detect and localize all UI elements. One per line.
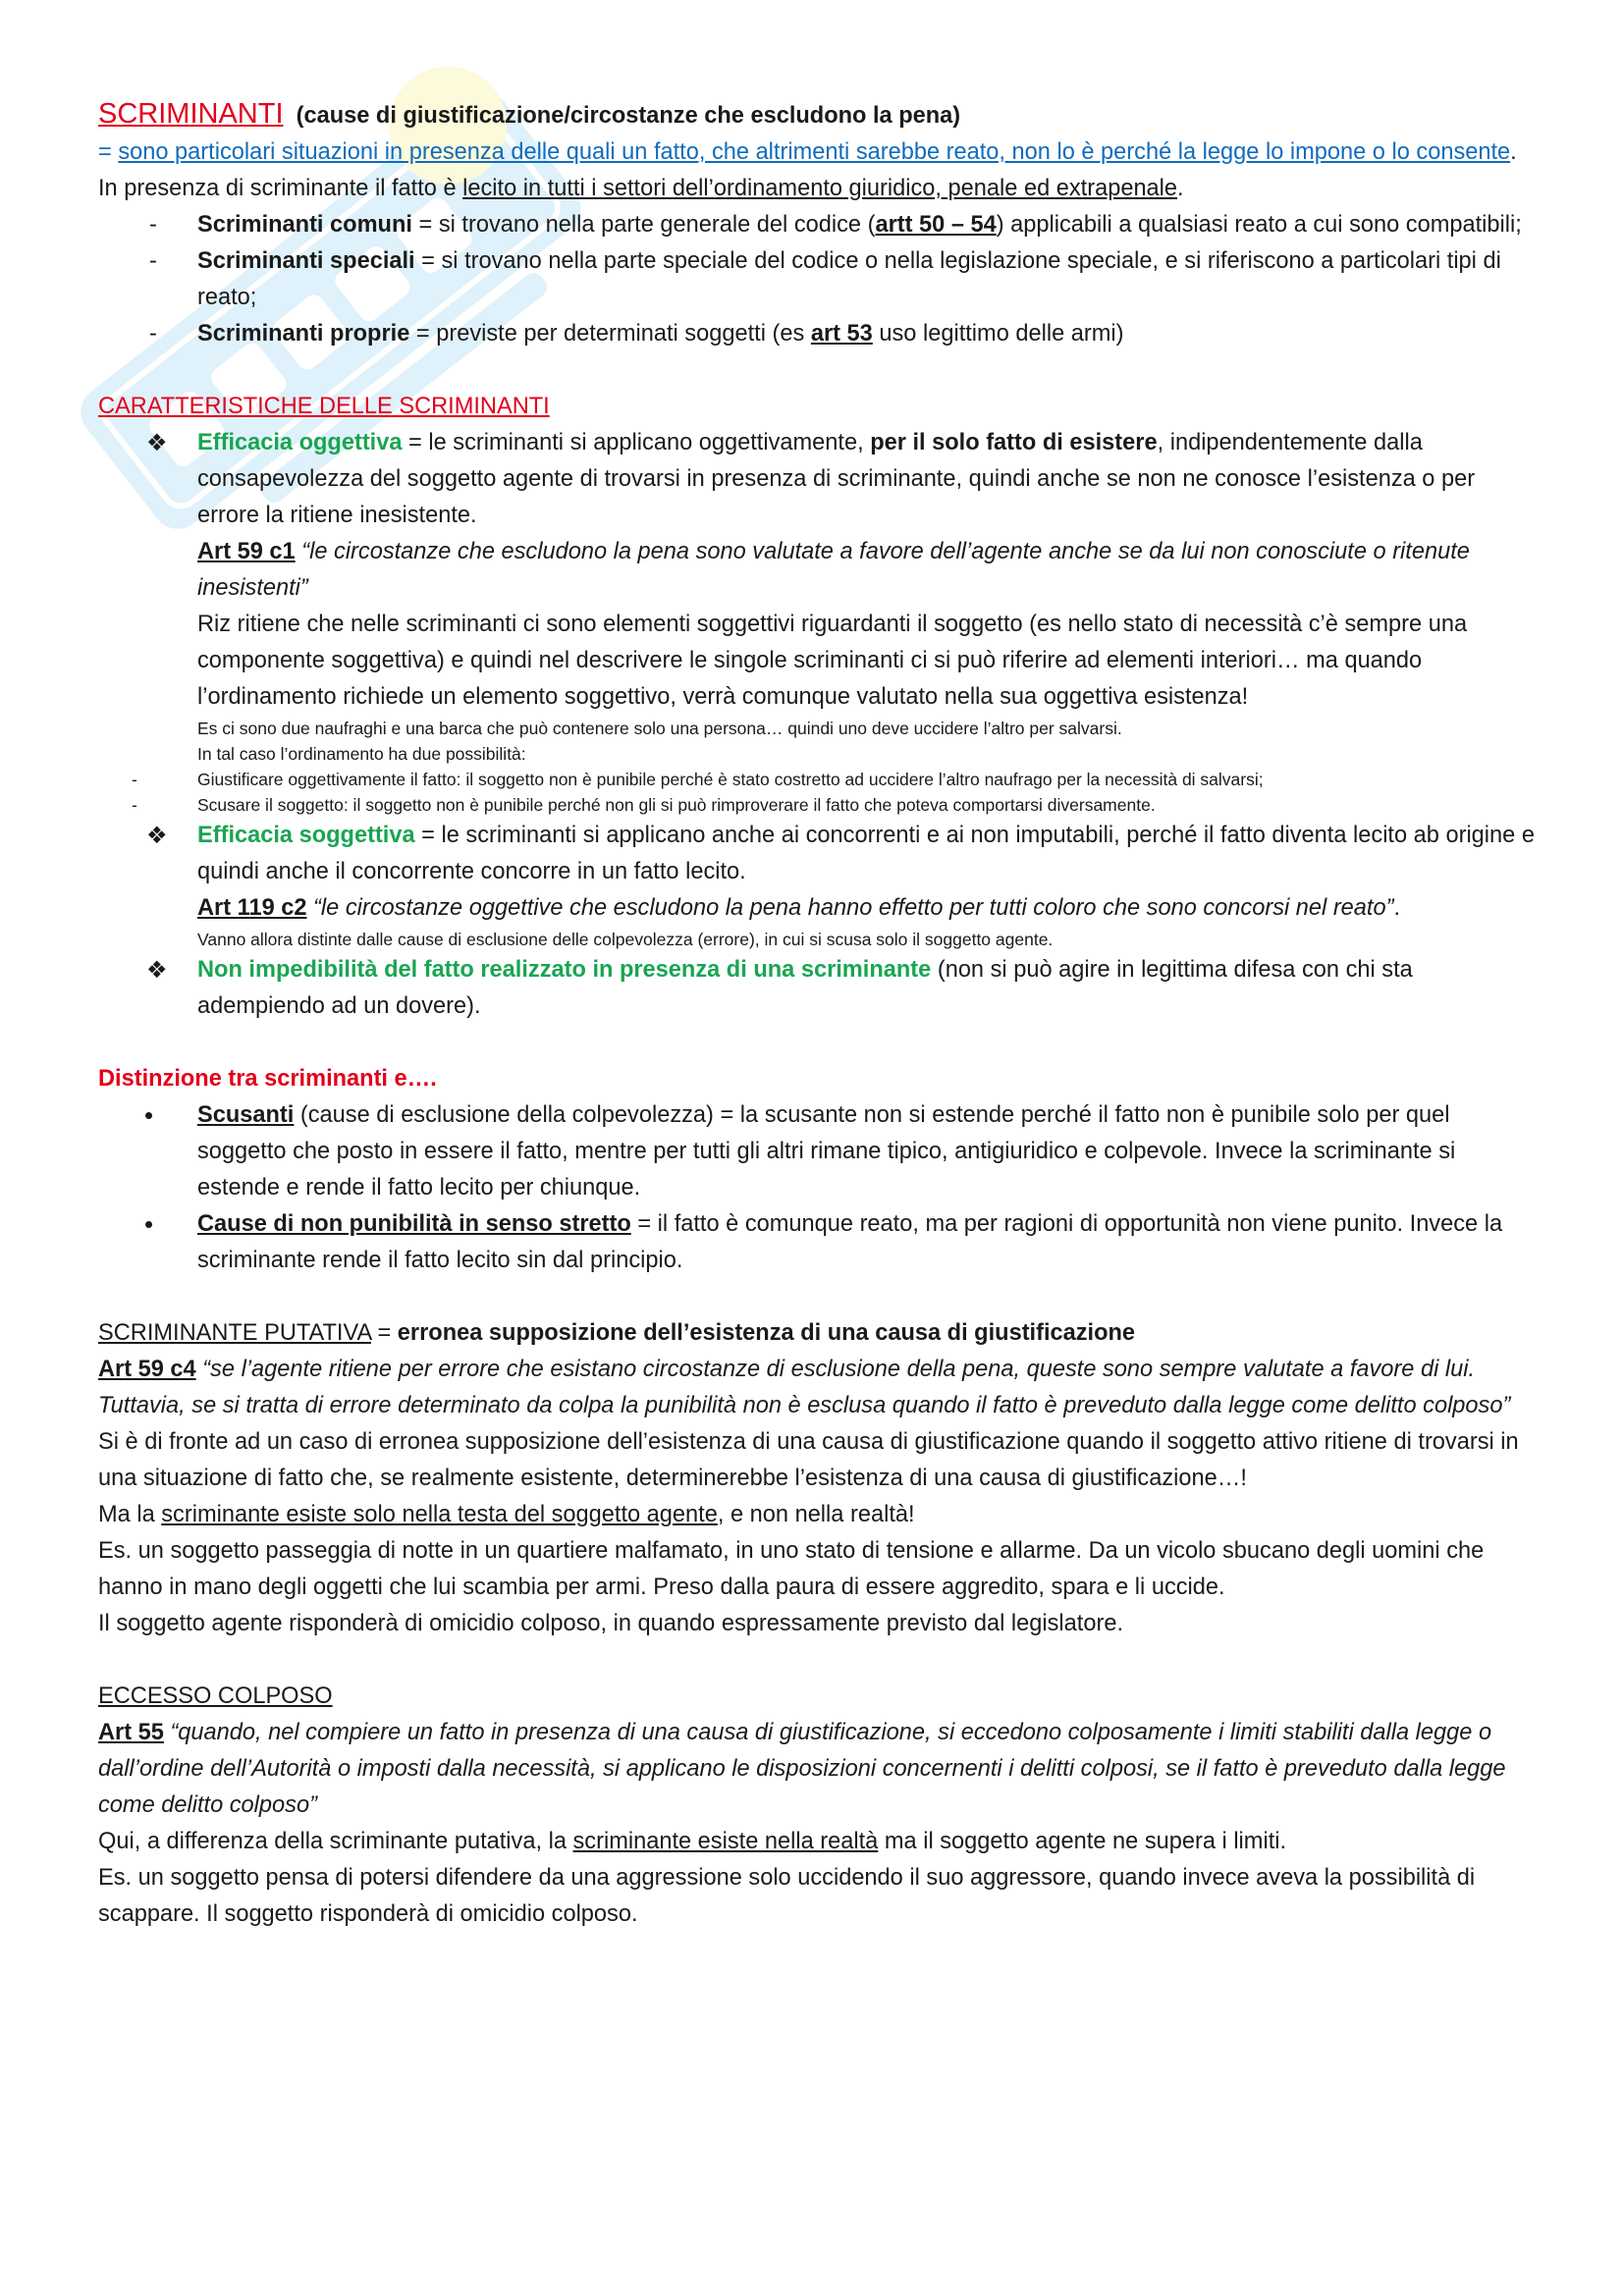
art55-citation: Art 55 “quando, nel compiere un fatto in presenza di una causa di giustificazione, si eccedono colposamente i limiti stabiliti dalla legge o dall’ordine dell’Autorità o imposti dalla necessità, si applicano le disposizioni concernenti i delitti colposi, se il fatto è preveduto dalla legge come delitto colposo” — [98, 1720, 1506, 1818]
example-possibilita: In tal caso l’ordinamento ha due possibilità: — [197, 744, 526, 764]
section-subtitle: (cause di giustificazione/circostanze che escludono la pena) — [296, 103, 961, 129]
definition-paragraph: = sono particolari situazioni in presenza delle quali un fatto, che altrimenti sarebbe reato, non lo è perché la legge lo impone o lo consente. — [98, 139, 1517, 165]
bullet-icon: • — [144, 1100, 154, 1130]
list-item-scriminanti-proprie: - Scriminanti proprie = previste per determinati soggetti (es art 53 uso legittimo delle armi) — [149, 321, 1124, 347]
section-title-putativa: SCRIMINANTE PUTATIVA = erronea supposizione dell’esistenza di una causa di giustificazione — [98, 1320, 1136, 1346]
putativa-example: Es. un soggetto passeggia di notte in un quartiere malfamato, in uno stato di tensione e allarme. Da un vicolo sbucano degli uomini che hanno in mano degli oggetti che lui scambia per armi. Preso dalla paura di essere aggredito, spara e li uccide. — [98, 1538, 1485, 1600]
eccesso-example: Es. un soggetto pensa di potersi difendere da una aggressione solo uccidendo il suo aggressore, quando invece aveva la possibilità di scappare. Il soggetto risponderà di omicidio colposo. — [98, 1865, 1476, 1927]
list-item-non-impedibilita: ❖ Non impedibilità del fatto realizzato in presenza di una scriminante (non si può agire in legittima difesa con chi sta adempiendo ad un dovere). — [98, 952, 1542, 1025]
definition-link[interactable]: sono particolari situazioni in presenza delle quali un fatto, che altrimenti sarebbe reato, non lo è perché la legge lo impone o lo consente — [118, 139, 1511, 165]
example-naufraghi: Es ci sono due naufraghi e una barca che può contenere solo una persona… quindi uno deve uccidere l’altro per salvarsi. — [197, 719, 1122, 738]
document-page — [98, 96, 1542, 1933]
putativa-paragraph-1: Si è di fronte ad un caso di erronea supposizione dell’esistenza di una causa di giustificazione quando il soggetto attivo ritiene di trovarsi in una situazione di fatto che, se realmente esistente, determinerebbe l’esistenza di una causa di giustificazione…! — [98, 1429, 1519, 1491]
diamond-bullet-icon: ❖ — [146, 957, 168, 984]
list-item-cause-non-punibilita: • Cause di non punibilità in senso stretto = il fatto è comunque reato, ma per ragioni di opportunità non viene punito. Invece la scriminante rende il fatto lecito sin dal principio. — [98, 1206, 1542, 1279]
riz-paragraph: Riz ritiene che nelle scriminanti ci sono elementi soggettivi riguardanti il soggetto (es nello stato di necessità c’è sempre una componente soggettiva) e quindi nel descrivere le singole scriminanti ci si può riferire ad elementi interiori… ma quando l’ordinamento richiede un elemento soggettivo, verrà comunque valutato nella sua oggettiva esistenza! — [197, 612, 1468, 710]
diamond-bullet-icon: ❖ — [146, 430, 168, 456]
intro-heading — [98, 96, 1542, 134]
note-colpevolezza: Vanno allora distinte dalle cause di esclusione delle colpevolezza (errore), in cui si scusa solo il soggetto agente. — [197, 930, 1054, 949]
putativa-paragraph-2: Ma la scriminante esiste solo nella testa del soggetto agente, e non nella realtà! — [98, 1502, 915, 1527]
list-item-giustificare: - Giustificare oggettivamente il fatto: il soggetto non è punibile perché è stato costretto ad uccidere l’altro naufrago per la necessità di salvarsi; — [132, 770, 1264, 789]
list-item-scusare: - Scusare il soggetto: il soggetto non è punibile perché non gli si può rimproverare il fatto che poteva comportarsi diversamente. — [132, 795, 1156, 815]
art59c1-citation: Art 59 c1 “le circostanze che escludono la pena sono valutate a favore dell’agente anche se da lui non conosciute o ritenute inesistenti” — [197, 539, 1470, 601]
diamond-bullet-icon: ❖ — [146, 823, 168, 849]
art59c4-citation: Art 59 c4 “se l’agente ritiene per errore che esistano circostanze di esclusione della pena, queste sono sempre valutate a favore di lui. Tuttavia, se si tratta di errore determinato da colpa la punibilità non è esclusa quando il fatto è preveduto dalla legge come delitto colposo” — [98, 1357, 1511, 1418]
list-item-scusanti: • Scusanti (cause di esclusione della colpevolezza) = la scusante non si estende perché il fatto non è punibile solo per quel soggetto che posto in essere il fatto, mentre per tutti gli altri rimane tipico, antigiuridico e colpevole. Invece la scriminante si estende e rende il fatto lecito per chiunque. — [98, 1097, 1542, 1206]
section-title-scriminanti: SCRIMINANTI — [98, 98, 284, 130]
section-title-distinzione: Distinzione tra scriminanti e…. — [98, 1066, 437, 1092]
section-title-caratteristiche: CARATTERISTICHE DELLE SCRIMINANTI — [98, 394, 550, 419]
list-item-scriminanti-speciali: - Scriminanti speciali = si trovano nella parte speciale del codice o nella legislazione speciale, e si riferiscono a particolari tipi di reato; — [149, 248, 1501, 310]
eccesso-paragraph-1: Qui, a differenza della scriminante putativa, la scriminante esiste nella realtà ma il soggetto agente ne supera i limiti. — [98, 1829, 1287, 1854]
list-item-efficacia-soggettiva: ❖ Efficacia soggettiva = le scriminanti si applicano anche ai concorrenti e ai non imputabili, perché il fatto diventa lecito ab origine e quindi anche il concorrente concorre in un fatto lecito. — [98, 818, 1542, 890]
art119c2-citation: Art 119 c2 “le circostanze oggettive che escludono la pena hanno effetto per tutti coloro che sono concorsi nel reato”. — [197, 895, 1401, 921]
list-item-efficacia-oggettiva: ❖ Efficacia oggettiva = le scriminanti si applicano oggettivamente, per il solo fatto di esistere, indipendentemente dalla consapevolezza del soggetto agente di trovarsi in presenza di scriminante, quindi anche se non ne conosce l’esistenza o per errore la ritiene inesistente. — [98, 425, 1542, 534]
lecito-paragraph: In presenza di scriminante il fatto è lecito in tutti i settori dell’ordinamento giuridico, penale ed extrapenale. — [98, 176, 1184, 201]
list-item-scriminanti-comuni: - Scriminanti comuni = si trovano nella parte generale del codice (artt 50 – 54) applicabili a qualsiasi reato a cui sono compatibili; — [149, 212, 1522, 238]
putativa-conclusion: Il soggetto agente risponderà di omicidio colposo, in quando espressamente previsto dal legislatore. — [98, 1611, 1124, 1636]
section-title-eccesso: ECCESSO COLPOSO — [98, 1683, 333, 1709]
bullet-icon: • — [144, 1209, 154, 1239]
